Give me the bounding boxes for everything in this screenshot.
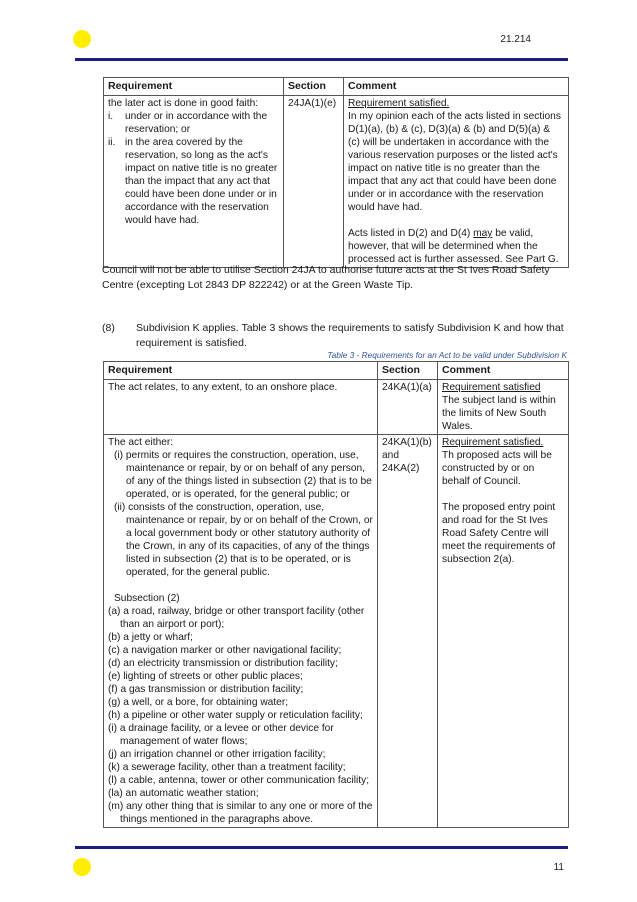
comment-heading: Requirement satisfied. — [442, 437, 544, 448]
requirement-item-i: (i) permits or requires the construction, operation, use, maintenance or repair, by or on behalf of any person, of any of the things listed in subsection (2) that is to be operated, or is operated, for the general public; or — [114, 450, 372, 500]
page-number: 11 — [553, 862, 564, 873]
list-item: (h) a pipeline or other water supply or reticulation facility; — [108, 710, 363, 721]
table-row — [104, 435, 569, 828]
paragraph-text: Subdivision K applies. Table 3 shows the requirements to satisfy Subdivision K and how that requirement is satisfied. — [136, 322, 564, 349]
requirement-cell: The act relates, to any extent, to an onshore place. — [104, 380, 378, 435]
comment-paragraph: Th proposed acts will be constructed by or on behalf of Council. — [442, 450, 552, 487]
footer-rule — [75, 846, 568, 849]
list-item: (la) an automatic weather station; — [108, 788, 259, 799]
requirement-cell — [104, 435, 378, 828]
comment-heading: Requirement satisfied. — [348, 98, 450, 109]
section-cell — [378, 435, 438, 828]
section-cell: 24JA(1)(e) — [284, 96, 344, 268]
comment-emphasis: may — [473, 228, 493, 239]
table-header-row — [104, 362, 569, 380]
list-item: (g) a well, or a bore, for obtaining water; — [108, 697, 289, 708]
col-header-requirement: Requirement — [104, 78, 284, 96]
section-cell: 24KA(1)(a) — [378, 380, 438, 435]
section-line: and — [382, 450, 399, 461]
col-header-comment: Comment — [344, 78, 569, 96]
comment-text: be valid, however, that will be determined when the processed act is further assessed. See Part G. — [348, 228, 559, 265]
comment-text: Acts listed in D(2) and D(4) — [348, 228, 474, 239]
list-marker: i. — [108, 111, 114, 122]
table-row — [104, 96, 569, 268]
list-item: (d) an electricity transmission or distribution facility; — [108, 658, 338, 669]
list-item: (c) a navigation marker or other navigational facility; — [108, 645, 342, 656]
comment-cell — [438, 380, 569, 435]
section-line: 24KA(2) — [382, 463, 420, 474]
yellow-dot-icon — [73, 30, 91, 48]
numbered-paragraph — [102, 321, 572, 351]
list-item: (k) a sewerage facility, other than a treatment facility; — [108, 762, 346, 773]
comment-cell — [344, 96, 569, 268]
list-item: (m) any other thing that is similar to any one or more of the things mentioned in the paragraphs above. — [108, 801, 373, 825]
comment-text: The subject land is within the limits of New South Wales. — [442, 395, 556, 432]
list-item: (f) a gas transmission or distribution facility; — [108, 684, 304, 695]
list-item — [108, 110, 279, 136]
col-header-comment: Comment — [438, 362, 569, 380]
list-marker: ii. — [108, 137, 116, 148]
list-item: (i) a drainage facility, or a levee or other device for management of water flows; — [108, 723, 334, 747]
comment-paragraph-2: The proposed entry point and road for the St Ives Road Safety Centre will meet the requirements of subsection 2(a). — [442, 502, 556, 565]
list-item: (b) a jetty or wharf; — [108, 632, 193, 643]
list-item: (l) a cable, antenna, tower or other communication facility; — [108, 775, 370, 786]
list-item: (a) a road, railway, bridge or other transport facility (other than an airport or port); — [108, 606, 365, 630]
list-item — [108, 136, 279, 227]
requirement-cell — [104, 96, 284, 268]
subdivision-k-table — [103, 361, 569, 828]
list-text: in the area covered by the reservation, so long as the act's impact on native title is no greater than the impact that any act that could have been done under or in accordance with the reservation would have had. — [125, 137, 278, 226]
subsection-title: Subsection (2) — [114, 593, 180, 604]
requirements-table-continued — [103, 77, 569, 268]
paragraph-number: (8) — [102, 322, 115, 334]
requirement-intro: the later act is done in good faith: — [108, 98, 259, 109]
col-header-requirement: Requirement — [104, 362, 378, 380]
list-item: (j) an irrigation channel or other irrigation facility; — [108, 749, 326, 760]
requirement-intro: The act either: — [108, 437, 174, 448]
comment-paragraph: In my opinion each of the acts listed in sections D(1)(a), (b) & (c), D(3)(a) & (b) and D(5)(a) & (c) will be undertaken in accordance with the various reservation purposes or the listed act's impact on native title is no greater than the impact that any act that could have been done under or in accordance with the reservation would have had. — [348, 111, 561, 213]
list-item: (e) lighting of streets or other public places; — [108, 671, 303, 682]
section-line: 24KA(1)(b) — [382, 437, 432, 448]
yellow-dot-icon — [73, 858, 91, 876]
table-row — [104, 380, 569, 435]
list-text: under or in accordance with the reservation; or — [125, 111, 268, 135]
table-header-row — [104, 78, 569, 96]
col-header-section: Section — [378, 362, 438, 380]
requirement-item-ii: (ii) consists of the construction, operation, use, maintenance or repair, by or on behalf of the Crown, or a local government body or other statutory authority of the Crown, in any of its capacities, of any of the things listed in subsection (2) that is to be operated, or is operated, for the general public. — [114, 502, 373, 578]
col-header-section: Section — [284, 78, 344, 96]
doc-number: 21.214 — [500, 34, 531, 45]
comment-cell — [438, 435, 569, 828]
comment-heading: Requirement satisfied — [442, 382, 541, 393]
comment-paragraph-2 — [348, 227, 564, 266]
table-caption: Table 3 - Requirements for an Act to be valid under Subdivision K — [327, 350, 567, 360]
body-paragraph: Council will not be able to utilise Section 24JA to authorise future acts at the St Ives Road Safety Centre (excepting Lot 2843 DP 822242) or at the Green Waste Tip. — [102, 264, 550, 291]
header-rule — [75, 58, 568, 61]
requirement-list — [108, 110, 279, 227]
